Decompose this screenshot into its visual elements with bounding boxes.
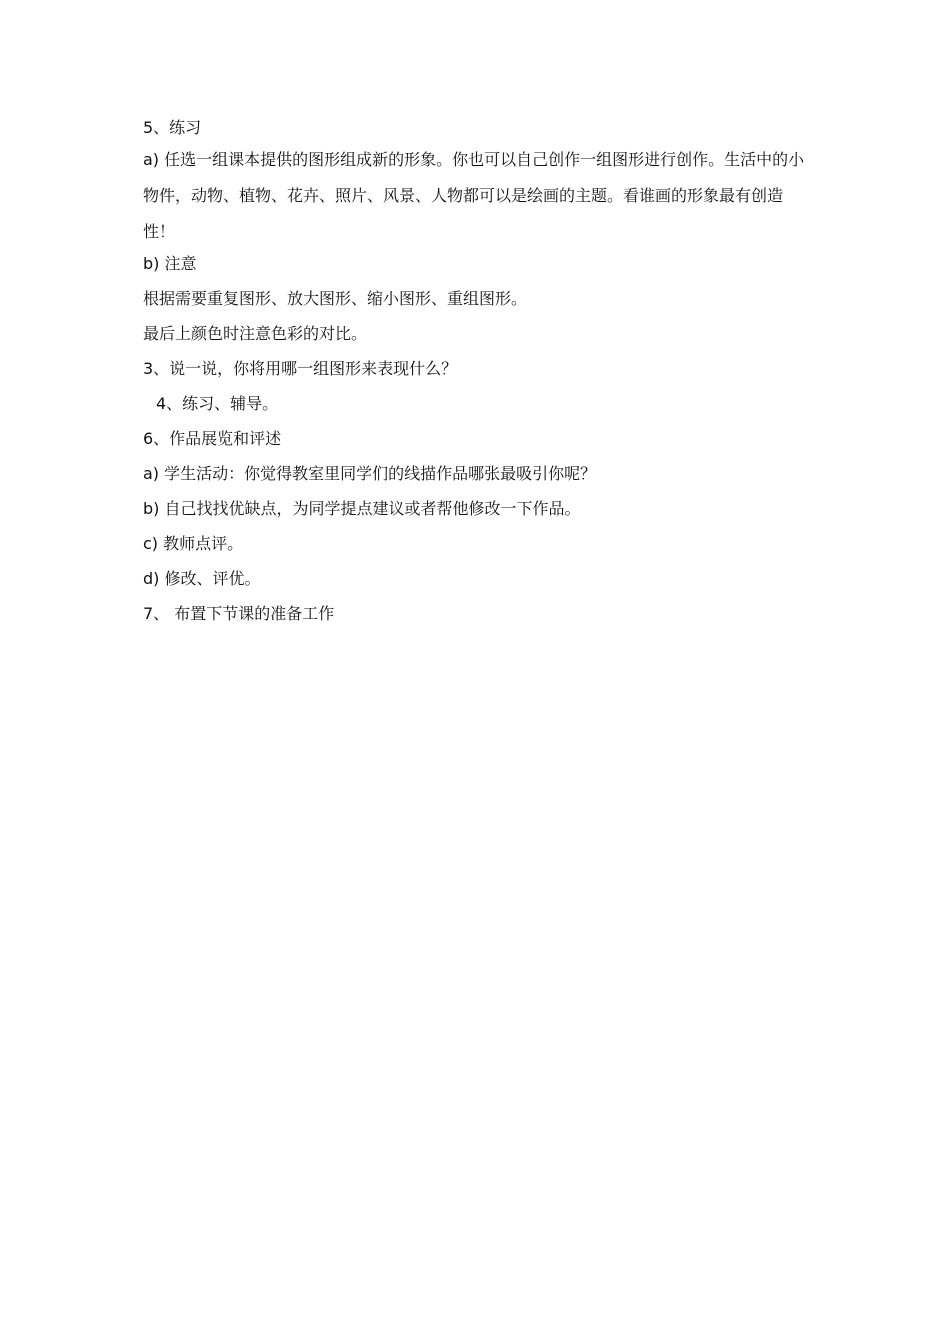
document-body [143, 116, 811, 626]
text-exhibition-c: c) 教师点评。 [143, 534, 244, 553]
heading-next-lesson: 7、 布置下节课的准备工作 [143, 604, 335, 623]
text-exhibition-b: b) 自己找找优缺点，为同学提点建议或者帮他修改一下作品。 [143, 499, 581, 518]
text-exhibition-d: d) 修改、评优。 [143, 569, 261, 588]
text-exhibition-a: a) 学生活动：你觉得教室里同学们的线描作品哪张最吸引你呢？ [143, 464, 597, 483]
heading-practice: 5、练习 [143, 118, 202, 137]
paragraph-practice-a: a) 任选一组课本提供的图形组成新的形象。你也可以自己创作一组图形进行创作。生活中的小物件，动物、植物、花卉、照片、风景、人物都可以是绘画的主题。看谁画的形象最有创造性！ [143, 150, 805, 241]
heading-discuss: 3、说一说，你将用哪一组图形来表现什么？ [143, 359, 458, 378]
heading-notice-b: b) 注意 [143, 254, 197, 273]
text-notice-2: 最后上颜色时注意色彩的对比。 [143, 324, 368, 343]
text-notice-1: 根据需要重复图形、放大图形、缩小图形、重组图形。 [143, 289, 528, 308]
heading-exhibition: 6、作品展览和评述 [143, 429, 282, 448]
heading-practice-guidance: 4、练习、辅导。 [156, 394, 279, 413]
